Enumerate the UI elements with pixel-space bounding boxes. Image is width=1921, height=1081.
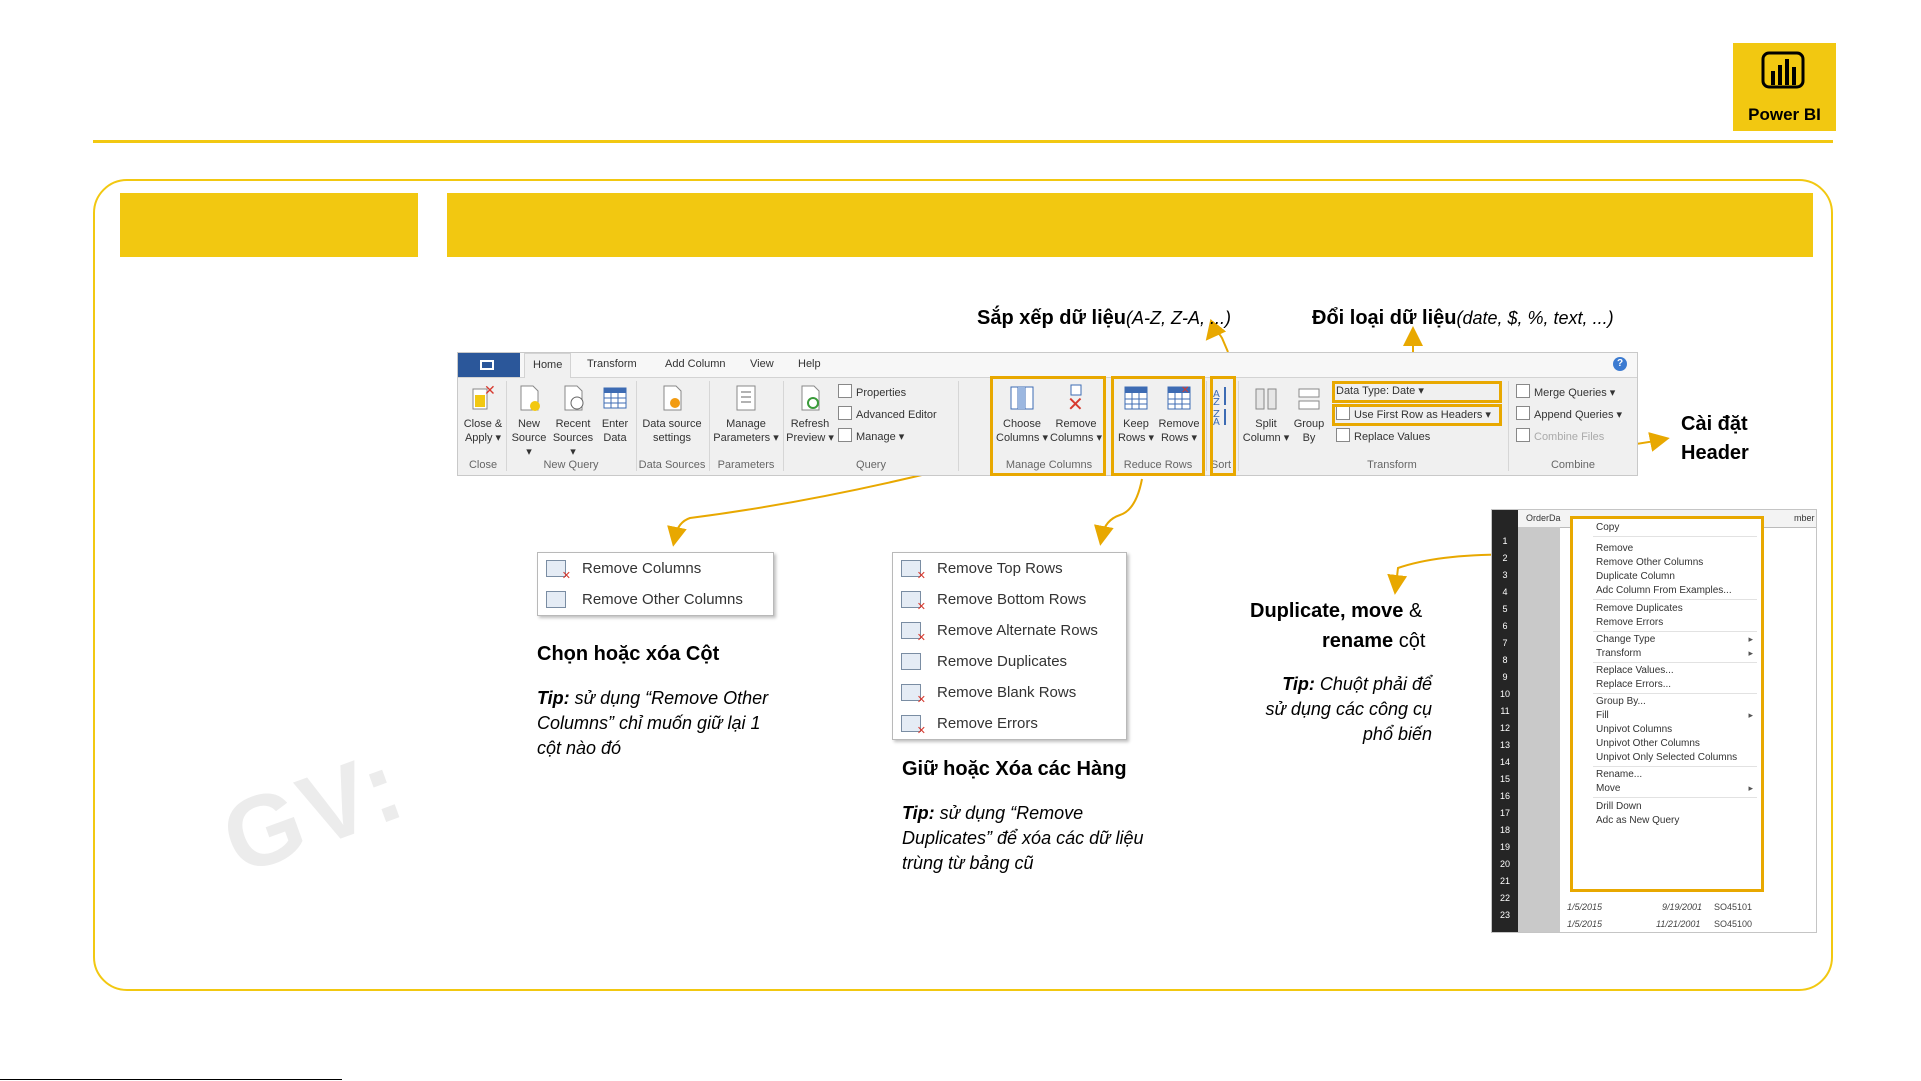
- separator: [1508, 381, 1509, 471]
- data-source-settings-button[interactable]: [638, 383, 706, 445]
- remove-rows-menu: [892, 552, 1127, 740]
- ctx-duplicate-column[interactable]: Duplicate Column: [1596, 571, 1675, 582]
- data-source-settings-label-2: settings: [653, 432, 691, 444]
- menu-item-label: Remove Errors: [937, 715, 1038, 732]
- remove-rows-label-2: Rows ▾: [1160, 432, 1198, 444]
- ctx-remove-other-columns[interactable]: Remove Other Columns: [1596, 557, 1704, 568]
- close-apply-label-2: Apply ▾: [464, 432, 502, 444]
- tab-home[interactable]: Home: [524, 353, 571, 378]
- row-number: 22: [1499, 893, 1510, 903]
- remove-columns-label-2: Columns ▾: [1050, 432, 1102, 444]
- row-number: 21: [1499, 876, 1510, 886]
- menu-item-label: Remove Blank Rows: [937, 684, 1077, 701]
- refresh-icon: [797, 383, 823, 413]
- row-number: 6: [1502, 621, 1508, 631]
- row-number: 9: [1502, 672, 1508, 682]
- menu-item-remove-columns[interactable]: [538, 553, 773, 584]
- row-number: 17: [1499, 808, 1510, 818]
- close-apply-button[interactable]: [462, 383, 504, 445]
- group-label-transform: Transform: [1367, 459, 1417, 471]
- combine-files-icon: [1516, 428, 1530, 442]
- ctx-drill-down[interactable]: Drill Down: [1596, 801, 1642, 812]
- columns-heading: Chọn hoặc xóa Cột: [537, 643, 720, 665]
- group-label-manage-columns: Manage Columns: [1005, 459, 1093, 471]
- group-by-button[interactable]: [1292, 383, 1326, 445]
- arrow-rows: [1102, 479, 1142, 536]
- sort-heading: [977, 307, 1231, 330]
- append-queries-label: Append Queries ▾: [1534, 409, 1623, 421]
- tip-line: sử dụng các công cụ: [1265, 699, 1432, 719]
- row-number: 7: [1502, 638, 1508, 648]
- tip-label: Tip:: [537, 688, 570, 708]
- remove-columns-icon: [546, 560, 566, 577]
- chevron-right-icon: ▸: [1748, 648, 1753, 658]
- refresh-preview-label-1: Refresh: [790, 418, 830, 430]
- split-column-label-1: Split: [1255, 418, 1277, 430]
- ctx-replace-errors[interactable]: Replace Errors...: [1596, 679, 1672, 690]
- menu-item-remove-duplicates[interactable]: [893, 646, 1126, 677]
- choose-columns-label-2: Columns ▾: [996, 432, 1048, 444]
- separator: [783, 381, 784, 471]
- tip-line: Duplicates” để xóa các dữ liệu: [902, 828, 1144, 848]
- sort-subtitle: (A-Z, Z-A, ...): [1125, 308, 1231, 328]
- tab-help[interactable]: Help: [798, 358, 821, 370]
- table-cell: SO45101: [1714, 902, 1753, 912]
- menu-item-label: Remove Bottom Rows: [937, 591, 1087, 608]
- group-label-close: Close: [468, 459, 498, 471]
- logo-text: Power BI: [1748, 105, 1821, 124]
- row-number: 8: [1502, 655, 1508, 665]
- row-number: 2: [1502, 553, 1508, 563]
- highlight-manage-columns: [990, 376, 1106, 476]
- dup-title-part: &: [1403, 600, 1423, 622]
- remove-bottom-rows-icon: [901, 591, 921, 608]
- group-label-parameters: Parameters: [717, 459, 775, 471]
- row-number: 12: [1499, 723, 1510, 733]
- svg-text:✕: ✕: [1067, 392, 1084, 413]
- group-label-combine: Combine: [1550, 459, 1596, 471]
- separator: [636, 381, 637, 471]
- ctx-replace-values[interactable]: Replace Values...: [1596, 665, 1674, 676]
- table-cell: 1/5/2015: [1567, 902, 1603, 912]
- recent-sources-label-2: Sources ▾: [552, 432, 594, 458]
- row-number: 18: [1499, 825, 1510, 835]
- menu-item-label: Remove Duplicates: [937, 653, 1068, 670]
- ctx-add-as-new-query[interactable]: Adc as New Query: [1596, 815, 1680, 826]
- manage-parameters-button[interactable]: [713, 383, 779, 445]
- menu-item-remove-other-columns[interactable]: [538, 584, 773, 615]
- row-number: 16: [1499, 791, 1510, 801]
- ctx-group-by[interactable]: Group By...: [1596, 696, 1646, 707]
- tip-line: Columns” chỉ muốn giữ lại 1: [537, 713, 761, 733]
- row-number: 14: [1499, 757, 1510, 767]
- tip-line: cột nào đó: [537, 738, 622, 758]
- rows-tip: [902, 801, 1144, 876]
- separator: [709, 381, 710, 471]
- row-number: 15: [1499, 774, 1510, 784]
- group-label-new-query: New Query: [543, 459, 599, 471]
- svg-text:Z: Z: [1213, 397, 1220, 408]
- row-number: 20: [1499, 859, 1510, 869]
- selected-column[interactable]: [1518, 527, 1560, 932]
- dup-title-part: Duplicate, move: [1250, 600, 1404, 622]
- ctx-fill[interactable]: Fill: [1596, 710, 1609, 721]
- menu-item-remove-top-rows[interactable]: [893, 553, 1126, 584]
- column-header-orderdate[interactable]: OrderDa: [1526, 513, 1561, 523]
- separator: [1206, 381, 1207, 471]
- replace-values-label: Replace Values: [1354, 431, 1431, 443]
- tip-label: Tip:: [902, 803, 935, 823]
- combine-files-label: Combine Files: [1534, 431, 1605, 443]
- arrow-sort: [1212, 331, 1228, 352]
- recent-sources-button[interactable]: [550, 383, 596, 459]
- manage-button[interactable]: [838, 428, 904, 443]
- ctx-change-type[interactable]: Change Type: [1596, 634, 1656, 645]
- separator: [1238, 381, 1239, 471]
- separator: [506, 381, 507, 471]
- row-number: 1: [1502, 536, 1508, 546]
- menu-item-remove-alternate-rows[interactable]: [893, 615, 1126, 646]
- group-by-label-2: By: [1302, 432, 1316, 444]
- group-label-sort: Sort: [1210, 459, 1232, 471]
- ctx-remove[interactable]: Remove: [1596, 543, 1634, 554]
- refresh-preview-button[interactable]: [786, 383, 834, 445]
- remove-columns-menu: [537, 552, 774, 616]
- column-context-menu: [1570, 516, 1764, 892]
- append-queries-icon: [1516, 406, 1530, 420]
- enter-data-button[interactable]: [598, 383, 632, 445]
- table-cell: 9/19/2001: [1662, 902, 1703, 912]
- column-header-number[interactable]: mber: [1794, 513, 1815, 523]
- file-menu-button[interactable]: [458, 353, 520, 377]
- highlight-data-type: [1332, 381, 1502, 403]
- keep-rows-label-1: Keep: [1123, 418, 1149, 430]
- ctx-add-column-from-examples[interactable]: Adc Column From Examples...: [1596, 585, 1732, 596]
- row-number: 19: [1499, 842, 1510, 852]
- manage-parameters-label-2: Parameters ▾: [713, 432, 779, 444]
- svg-text:A: A: [1213, 417, 1220, 427]
- group-label-reduce-rows: Reduce Rows: [1123, 459, 1193, 471]
- new-source-button[interactable]: [510, 383, 548, 459]
- tip-line: trùng từ bảng cũ: [902, 853, 1034, 873]
- table-cell: 1/5/2015: [1567, 919, 1603, 929]
- row-number: 10: [1499, 689, 1510, 699]
- menu-separator: [1593, 631, 1757, 632]
- menu-separator: [1593, 766, 1757, 767]
- row-number: 3: [1502, 570, 1508, 580]
- ctx-copy[interactable]: Copy: [1596, 522, 1620, 533]
- header-heading-2: Header: [1681, 442, 1749, 464]
- group-label-query: Query: [856, 459, 886, 471]
- ctx-unpivot-only-selected[interactable]: Unpivot Only Selected Columns: [1596, 752, 1738, 763]
- merge-queries-button[interactable]: [1516, 384, 1615, 399]
- data-type-dropdown[interactable]: Data Type: Date ▾: [1336, 385, 1424, 397]
- menu-item-label: Remove Top Rows: [937, 560, 1063, 577]
- recent-sources-label-1: Recent: [555, 418, 591, 430]
- table-cell: 11/21/2001: [1656, 919, 1701, 929]
- new-source-label-2: Source ▾: [511, 432, 547, 458]
- menu-separator: [1593, 662, 1757, 663]
- help-icon[interactable]: ?: [1613, 357, 1627, 371]
- header-heading-1: Cài đặt: [1681, 413, 1748, 435]
- svg-text:✕: ✕: [484, 383, 496, 399]
- chevron-right-icon: ▸: [1748, 783, 1753, 793]
- advanced-editor-label: Advanced Editor: [856, 409, 937, 421]
- dup-title-part: cột: [1393, 630, 1426, 652]
- highlight-sort: [1210, 376, 1236, 476]
- remove-duplicates-icon: [901, 653, 921, 670]
- menu-item-label: Remove Other Columns: [582, 591, 743, 608]
- tip-line: phổ biến: [1362, 724, 1432, 744]
- columns-tip: [537, 686, 768, 761]
- advanced-editor-button[interactable]: [838, 406, 937, 421]
- ctx-remove-duplicates[interactable]: Remove Duplicates: [1596, 603, 1683, 614]
- split-column-icon: [1253, 383, 1279, 413]
- group-by-icon: [1296, 383, 1322, 413]
- chevron-right-icon: ▸: [1748, 634, 1753, 644]
- properties-label: Properties: [856, 387, 907, 399]
- row-number: 11: [1500, 706, 1510, 716]
- remove-columns-label-1: Remove: [1055, 418, 1097, 430]
- watermark: GV:: [208, 727, 420, 897]
- svg-text:A: A: [1213, 389, 1220, 400]
- group-by-label-1: Group: [1293, 418, 1325, 430]
- highlight-reduce-rows: [1111, 376, 1205, 476]
- remove-other-columns-icon: [546, 591, 566, 608]
- dup-title-part: rename: [1322, 630, 1394, 652]
- combine-files-button[interactable]: [1516, 428, 1604, 443]
- tab-add-column[interactable]: Add Column: [665, 358, 726, 370]
- tab-transform[interactable]: Transform: [587, 358, 637, 370]
- new-source-icon: [516, 383, 542, 413]
- settings-icon: [659, 383, 685, 413]
- tip-label: Tip:: [1282, 674, 1315, 694]
- menu-separator: [1593, 536, 1757, 537]
- menu-separator: [1593, 693, 1757, 694]
- properties-button[interactable]: [838, 384, 906, 399]
- replace-values-button[interactable]: [1336, 428, 1430, 443]
- tip-line: Chuột phải để: [1314, 674, 1432, 694]
- menu-separator: [1593, 599, 1757, 600]
- ctx-move[interactable]: Move: [1596, 783, 1621, 794]
- close-apply-icon: [470, 383, 496, 413]
- remove-top-rows-icon: [901, 560, 921, 577]
- manage-icon: [838, 428, 852, 442]
- chevron-right-icon: ▸: [1748, 710, 1753, 720]
- row-number: 13: [1499, 740, 1510, 750]
- recent-sources-icon: [560, 383, 586, 413]
- remove-rows-label-1: Remove: [1158, 418, 1200, 430]
- close-apply-label-1: Close &: [463, 418, 503, 430]
- data-source-settings-label-1: Data source: [642, 418, 702, 430]
- replace-values-icon: [1336, 428, 1350, 442]
- table-cell: SO45100: [1714, 919, 1753, 929]
- dup-tip: [1250, 672, 1432, 747]
- enter-data-label-2: Data: [603, 432, 627, 444]
- remove-blank-rows-icon: [901, 684, 921, 701]
- properties-icon: [838, 384, 852, 398]
- menu-item-remove-bottom-rows[interactable]: [893, 584, 1126, 615]
- manage-parameters-label-1: Manage: [726, 418, 766, 430]
- separator: [958, 381, 959, 471]
- choose-columns-label-1: Choose: [1003, 418, 1041, 430]
- row-number: 4: [1502, 587, 1508, 597]
- rows-heading: Giữ hoặc Xóa các Hàng: [902, 758, 1127, 780]
- split-column-button[interactable]: [1242, 383, 1290, 445]
- type-subtitle: (date, $, %, text, ...): [1456, 308, 1614, 328]
- append-queries-button[interactable]: [1516, 406, 1622, 421]
- merge-queries-label: Merge Queries ▾: [1534, 387, 1616, 399]
- highlight-use-first-row: [1332, 404, 1502, 426]
- table-icon: [602, 383, 628, 413]
- new-source-label-1: New: [517, 418, 540, 430]
- ctx-transform[interactable]: Transform: [1596, 648, 1642, 659]
- dup-heading-2: [1322, 630, 1425, 653]
- ctx-remove-errors[interactable]: Remove Errors: [1596, 617, 1664, 628]
- parameters-icon: [733, 383, 759, 413]
- sort-title: Sắp xếp dữ liệu: [977, 307, 1126, 329]
- refresh-preview-label-2: Preview ▾: [786, 432, 834, 444]
- merge-queries-icon: [1516, 384, 1530, 398]
- advanced-editor-icon: [838, 406, 852, 420]
- use-first-row-label: Use First Row as Headers ▾: [1354, 409, 1491, 421]
- ctx-rename[interactable]: Rename...: [1596, 769, 1643, 780]
- menu-item-remove-blank-rows[interactable]: [893, 677, 1126, 708]
- manage-label: Manage ▾: [856, 431, 905, 443]
- type-heading: [1312, 307, 1614, 330]
- menu-item-remove-errors[interactable]: [893, 708, 1126, 739]
- type-title: Đổi loại dữ liệu: [1312, 307, 1457, 329]
- row-number: 23: [1499, 910, 1510, 920]
- remove-errors-icon: [901, 715, 921, 732]
- remove-alternate-rows-icon: [901, 622, 921, 639]
- group-label-data-sources: Data Sources: [638, 459, 706, 471]
- ctx-unpivot-columns[interactable]: Unpivot Columns: [1596, 724, 1673, 735]
- tip-line: sử dụng “Remove Other: [569, 688, 769, 708]
- footer-line: [0, 1079, 342, 1080]
- tip-line: sử dụng “Remove: [934, 803, 1084, 823]
- menu-item-label: Remove Alternate Rows: [937, 622, 1098, 639]
- svg-text:✕: ✕: [1181, 385, 1190, 396]
- menu-separator: [1593, 797, 1757, 798]
- menu-item-label: Remove Columns: [582, 560, 702, 577]
- ribbon-tabs: [458, 353, 1637, 378]
- dup-heading-1: [1250, 600, 1422, 623]
- split-column-label-2: Column ▾: [1242, 432, 1290, 444]
- keep-rows-label-2: Rows ▾: [1117, 432, 1155, 444]
- row-number: 5: [1502, 604, 1508, 614]
- ctx-unpivot-other-columns[interactable]: Unpivot Other Columns: [1596, 738, 1700, 749]
- tab-view[interactable]: View: [750, 358, 774, 370]
- svg-text:Z: Z: [1213, 409, 1220, 420]
- enter-data-label-1: Enter: [601, 418, 629, 430]
